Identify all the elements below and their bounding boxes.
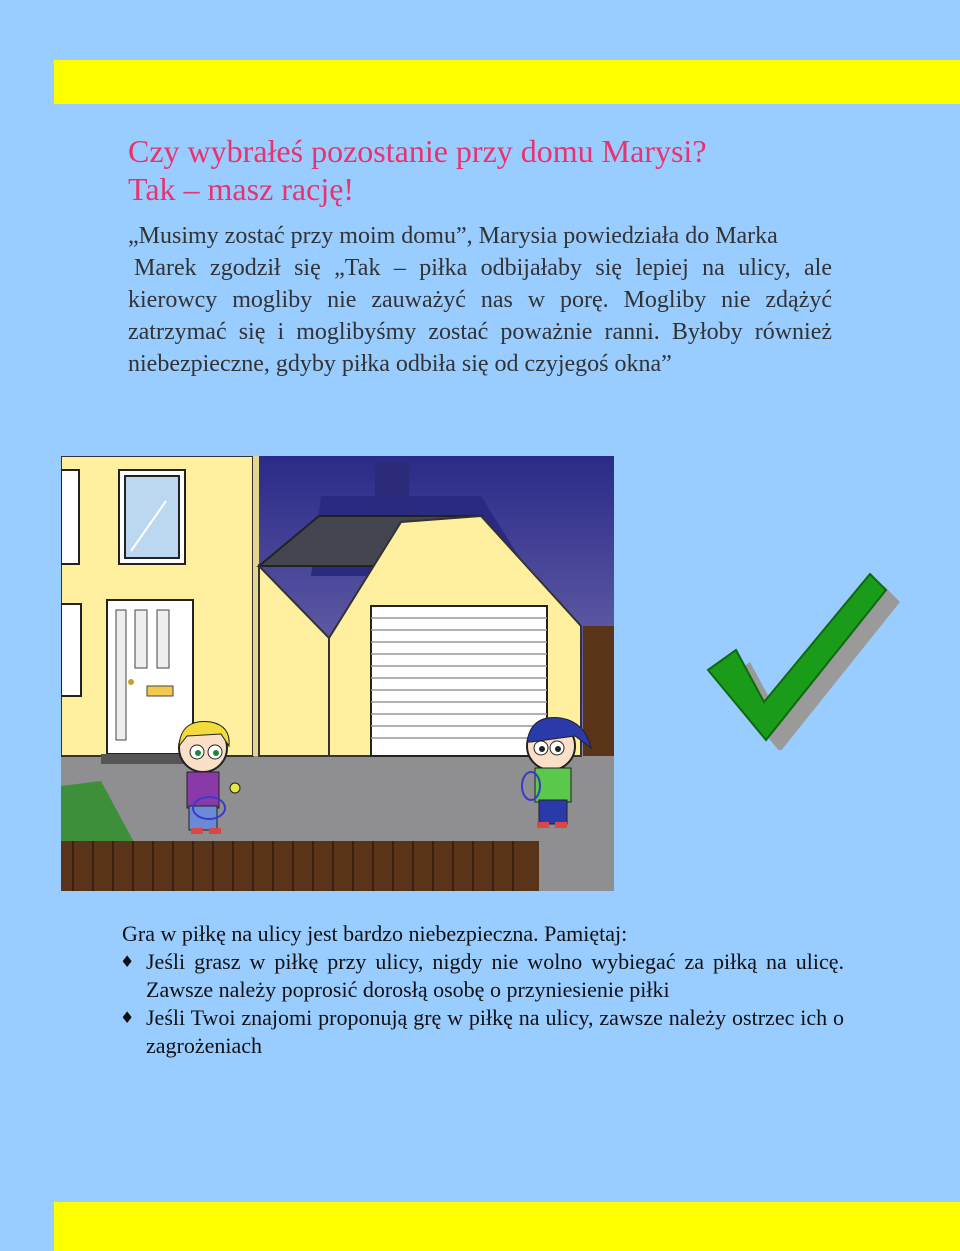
story-text [128, 220, 832, 380]
story-paragraph-1: „Musimy zostać przy moim domu”, Marysia powiedziała do Marka [128, 223, 778, 249]
safety-notes [122, 920, 844, 1060]
green-checkmark-icon [700, 570, 900, 750]
list-item-text: Jeśli grasz w piłkę przy ulicy, nigdy nie wolno wybiegać za piłką na ulicę. Zawsze należy poprosić dorosłą osobę o przyniesienie piłki [146, 949, 844, 1002]
bottom-yellow-bar [54, 1202, 960, 1251]
house-garage-children-illustration [61, 456, 614, 891]
heading-answer: Tak – masz rację! [128, 171, 355, 207]
list-item [122, 1004, 844, 1060]
notes-intro: Gra w piłkę na ulicy jest bardzo niebezpieczna. Pamiętaj: [122, 921, 628, 946]
page-heading [128, 132, 707, 208]
story-paragraph-2: Marek zgodził się „Tak – piłka odbijałaby się lepiej na ulicy, ale kierowcy mogliby nie zauważyć nas w porę. Mogliby nie zdążyć zatrzymać się i moglibyśmy zostać poważnie ranni. Byłoby również niebezpieczne, gdyby piłka odbiła się od czyjegoś okna” [128, 255, 832, 377]
top-yellow-bar [54, 60, 960, 104]
diamond-bullet-icon: ♦ [120, 952, 135, 971]
notes-list [122, 948, 844, 1060]
heading-question: Czy wybrałeś pozostanie przy domu Marysi? [128, 133, 707, 169]
front-fence [61, 841, 539, 891]
diamond-bullet-icon: ♦ [120, 1008, 135, 1027]
list-item [122, 948, 844, 1004]
list-item-text: Jeśli Twoi znajomi proponują grę w piłkę na ulicy, zawsze należy ostrzec ich o zagrożeniach [146, 1005, 844, 1058]
